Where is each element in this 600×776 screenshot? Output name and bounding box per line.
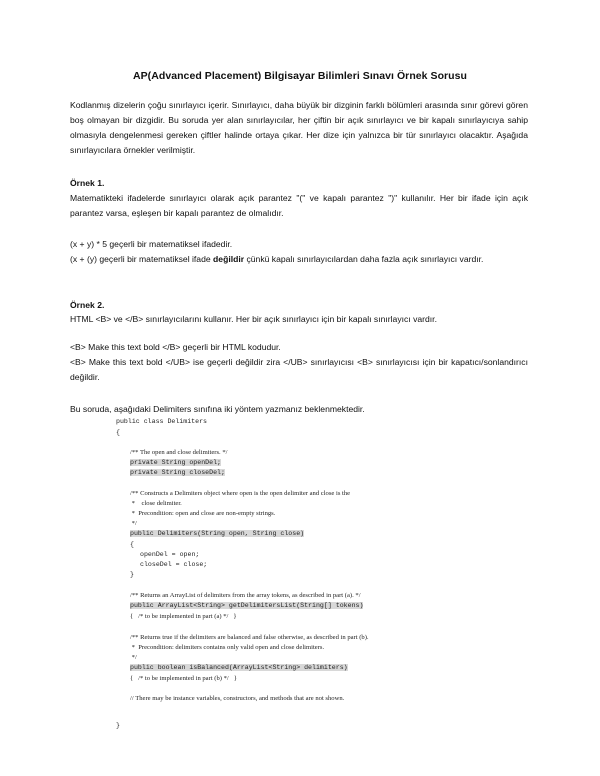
example-2-text: HTML <B> ve </B> sınırlayıcılarını kullanır. Her bir açık sınırlayıcı için bir kapalı sınırlayıcı vardır. — [70, 314, 437, 324]
invalid-line-bold: değildir — [213, 254, 245, 264]
code-figure — [116, 418, 486, 758]
example-2-invalid-line: <B> Make this text bold </UB> ise geçerli değildir zira </UB> sınırlayıcısı <B> sınırlayıcısı için bir kapatıcı/sonlandırıcı değildir. — [70, 357, 528, 382]
code-close-brace: } — [116, 722, 120, 729]
code-field-close: private String closeDel; — [130, 469, 225, 476]
code-comment-balanced-3: */ — [130, 654, 137, 661]
intro-paragraph: Kodlanmış dizelerin çoğu sınırlayıcı içerir. Sınırlayıcı, daha büyük bir dizginin farklı bölümleri arasında sınır görevi gören boş olmayan bir dizgidir. Bu soruda yer alan sınırlayıcılar, her çiftin bir açık sınırlayıcı ve bir kapalı sınırlayıcıya sahip olmasıyla dengelenmesi gereken çiftler halinde ortaya çıkar. Her dize için yalnızca bir tür sınırlayıcı olacaktır. Aşağıda sınırlayıcılara örnekler verilmiştir. — [70, 100, 528, 155]
example-1-heading: Örnek 1. — [70, 178, 105, 188]
example-1-text: Matematikteki ifadelerde sınırlayıcı olarak açık parantez "(" ve kapalı parantez ")" kullanılır. Her bir ifade için açık parantez varsa, eşleşen bir kapalı parantez de olmalıdır. — [70, 193, 528, 218]
code-comment-balanced-2: * Precondition: delimiters contains only valid open and close delimiters. — [130, 644, 325, 651]
code-comment-ctor-3: * Precondition: open and close are non-empty strings. — [130, 510, 276, 517]
code-comment-ctor-1: /** Constructs a Delimiters object where open is the open delimiter and close is the — [130, 490, 351, 497]
example-1-valid-line: (x + y) * 5 geçerli bir matematiksel ifadedir. — [70, 239, 233, 249]
code-method-isbalanced-body: { /* to be implemented in part (b) */ } — [130, 675, 237, 682]
example-2-valid-line: <B> Make this text bold </B> geçerli bir HTML kodudur. — [70, 342, 281, 352]
code-method-getlist: public ArrayList<String> getDelimitersList(String[] tokens) — [130, 602, 364, 609]
code-method-isbalanced: public boolean isBalanced(ArrayList<String> delimiters) — [130, 664, 348, 671]
code-trailing-comment: // There may be instance variables, constructors, and methods that are not shown. — [130, 695, 345, 702]
invalid-line-part-a: (x + (y) geçerli bir matematiksel ifade — [70, 254, 214, 264]
code-comment-delimiters: /** The open and close delimiters. */ — [130, 449, 228, 456]
code-field-open: private String openDel; — [130, 459, 222, 466]
code-class-decl: public class Delimiters — [116, 418, 208, 425]
code-comment-balanced-1: /** Returns true if the delimiters are balanced and false otherwise, as described in part (b). — [130, 634, 369, 641]
code-open-brace: { — [116, 429, 120, 436]
code-comment-getlist: /** Returns an ArrayList of delimiters from the array tokens, as described in part (a). */ — [130, 592, 361, 599]
code-ctor-body-2: closeDel = close; — [140, 561, 208, 568]
closing-paragraph: Bu soruda, aşağıdaki Delimiters sınıfına iki yöntem yazmanız beklenmektedir. — [70, 404, 365, 414]
code-ctor-open: { — [130, 541, 134, 548]
example-1-invalid-line — [70, 252, 528, 267]
code-method-getlist-body: { /* to be implemented in part (a) */ } — [130, 613, 237, 620]
code-constructor: public Delimiters(String open, String close) — [130, 530, 305, 537]
page-title: AP(Advanced Placement) Bilgisayar Bilimleri Sınavı Örnek Sorusu — [132, 70, 467, 82]
invalid-line-part-b: çünkü kapalı sınırlayıcılardan daha fazla açık sınırlayıcı vardır. — [244, 254, 484, 264]
code-comment-ctor-4: */ — [130, 520, 137, 527]
code-comment-ctor-2: * close delimiter. — [130, 500, 182, 507]
example-2-heading: Örnek 2. — [70, 300, 105, 310]
code-ctor-close: } — [130, 571, 134, 578]
code-ctor-body-1: openDel = open; — [140, 551, 200, 558]
